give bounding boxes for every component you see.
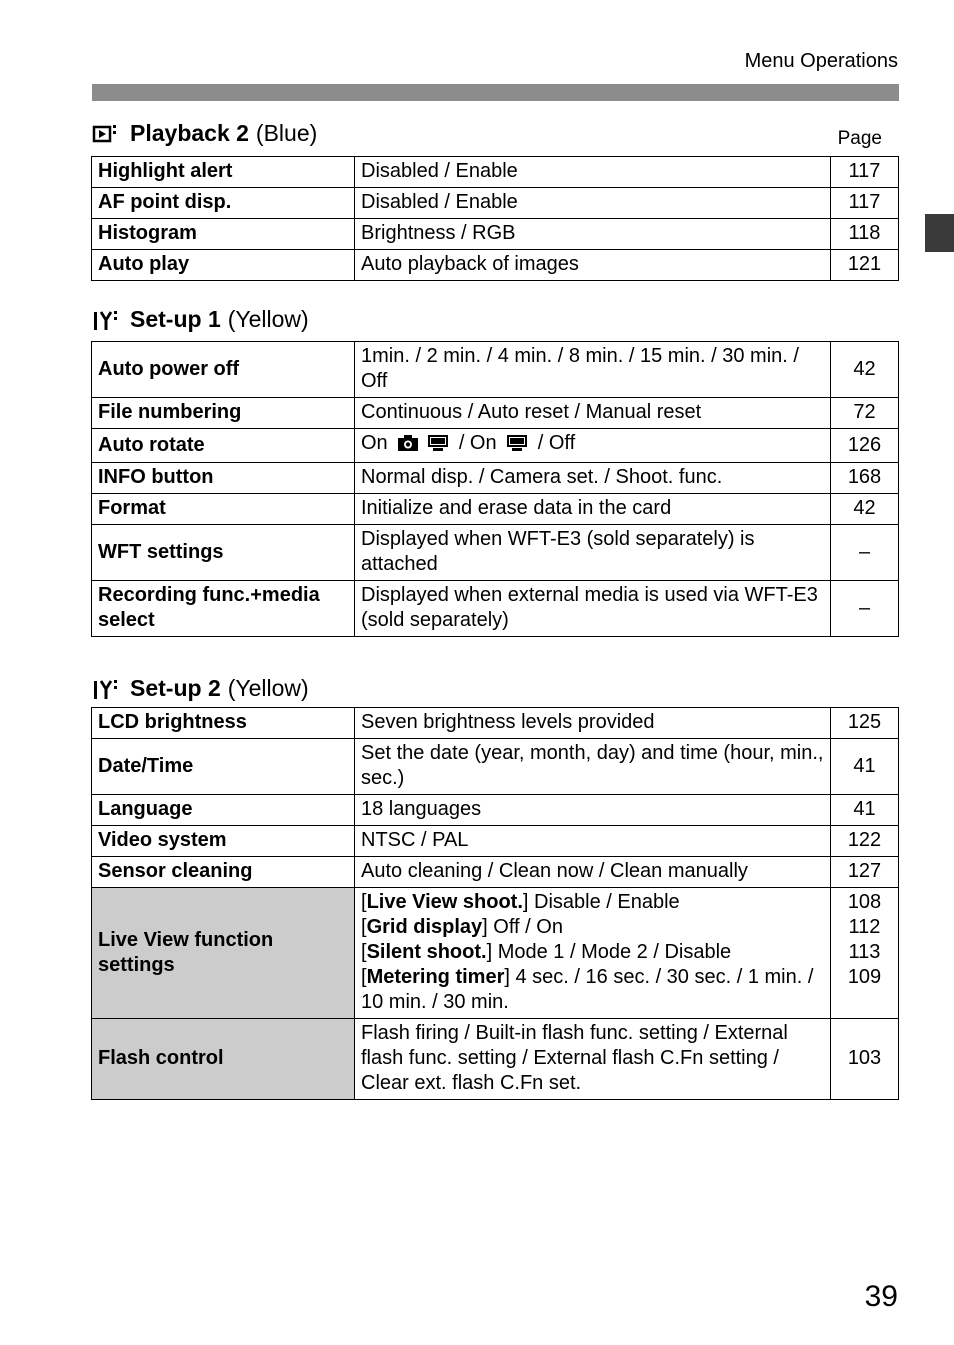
chapter-tab bbox=[925, 214, 954, 252]
item-page: 103 bbox=[831, 1019, 899, 1100]
item-desc: Auto playback of images bbox=[355, 250, 831, 281]
page-column-label: Page bbox=[837, 128, 882, 149]
item-page: 122 bbox=[831, 826, 899, 857]
item-desc: Auto cleaning / Clean now / Clean manually bbox=[355, 857, 831, 888]
item-desc: Seven brightness levels provided bbox=[355, 708, 831, 739]
setup1-table bbox=[91, 341, 899, 637]
camera-icon bbox=[397, 434, 419, 459]
playback2-table bbox=[91, 156, 899, 281]
sub-item-key: Live View shoot. bbox=[366, 891, 523, 913]
item-page: 41 bbox=[831, 795, 899, 826]
item-desc: 18 languages bbox=[355, 795, 831, 826]
item-name: Histogram bbox=[92, 219, 355, 250]
section-name: Playback 2 bbox=[130, 120, 249, 146]
section-name: Set-up 1 bbox=[130, 306, 221, 332]
table-row bbox=[92, 1019, 899, 1100]
table-row bbox=[92, 888, 899, 1019]
item-page: 126 bbox=[831, 429, 899, 463]
table-row bbox=[92, 398, 899, 429]
table-row bbox=[92, 857, 899, 888]
item-page: 42 bbox=[831, 342, 899, 398]
sub-item-page: 113 bbox=[848, 941, 881, 963]
item-desc: Normal disp. / Camera set. / Shoot. func. bbox=[355, 463, 831, 494]
item-page: 121 bbox=[831, 250, 899, 281]
item-page: – bbox=[831, 525, 899, 581]
item-page: 168 bbox=[831, 463, 899, 494]
item-name: LCD brightness bbox=[92, 708, 355, 739]
item-page: – bbox=[831, 581, 899, 637]
item-name: Sensor cleaning bbox=[92, 857, 355, 888]
table-row bbox=[92, 157, 899, 188]
sub-item: [Live View shoot.] Disable / Enable bbox=[361, 891, 680, 913]
auto-rotate-sep1: / On bbox=[458, 432, 497, 454]
sub-item-page: 109 bbox=[847, 966, 882, 988]
table-row bbox=[92, 826, 899, 857]
item-name: File numbering bbox=[92, 398, 355, 429]
item-desc: NTSC / PAL bbox=[355, 826, 831, 857]
item-desc: Disabled / Enable bbox=[355, 188, 831, 219]
setup-wrench-icon bbox=[92, 308, 120, 332]
item-name: Recording func.+media select bbox=[92, 581, 355, 637]
item-name: Date/Time bbox=[92, 739, 355, 795]
item-page: 117 bbox=[831, 157, 899, 188]
sub-item-key: Metering timer bbox=[366, 966, 505, 988]
item-desc bbox=[355, 888, 831, 1019]
sub-item-key: Grid display bbox=[366, 916, 483, 938]
running-header: Menu Operations bbox=[744, 50, 898, 72]
table-row bbox=[92, 463, 899, 494]
sub-item-key: Silent shoot. bbox=[366, 941, 487, 963]
item-desc: Continuous / Auto reset / Manual reset bbox=[355, 398, 831, 429]
table-row bbox=[92, 219, 899, 250]
monitor-icon bbox=[427, 434, 449, 459]
sub-item-page: 108 bbox=[847, 891, 882, 913]
item-name: Auto rotate bbox=[92, 429, 355, 463]
section-title-setup2 bbox=[92, 675, 309, 702]
setup2-table bbox=[91, 707, 899, 1100]
sub-item: [Grid display] Off / On bbox=[361, 916, 563, 938]
monitor-icon bbox=[506, 434, 528, 459]
item-desc: 1min. / 2 min. / 4 min. / 8 min. / 15 min. / 30 min. / Off bbox=[355, 342, 831, 398]
table-row bbox=[92, 708, 899, 739]
item-desc: Disabled / Enable bbox=[355, 157, 831, 188]
page-number: 39 bbox=[864, 1280, 898, 1313]
item-page: 118 bbox=[831, 219, 899, 250]
item-name: Highlight alert bbox=[92, 157, 355, 188]
header-bar bbox=[92, 84, 899, 101]
table-row bbox=[92, 581, 899, 637]
sub-item-value: Mode 1 / Mode 2 / Disable bbox=[497, 941, 732, 963]
section-color: (Yellow) bbox=[227, 675, 309, 701]
auto-rotate-on: On bbox=[361, 432, 388, 454]
section-name: Set-up 2 bbox=[130, 675, 221, 701]
item-name: INFO button bbox=[92, 463, 355, 494]
sub-item-page: 112 bbox=[848, 916, 881, 938]
auto-rotate-sep2: / Off bbox=[537, 432, 576, 454]
item-name: Auto play bbox=[92, 250, 355, 281]
item-name: Video system bbox=[92, 826, 355, 857]
item-name: WFT settings bbox=[92, 525, 355, 581]
item-page bbox=[831, 888, 899, 1019]
item-page: 127 bbox=[831, 857, 899, 888]
table-row bbox=[92, 739, 899, 795]
table-row bbox=[92, 429, 899, 463]
item-page: 125 bbox=[831, 708, 899, 739]
section-color: (Yellow) bbox=[227, 306, 309, 332]
section-title-setup1 bbox=[92, 306, 309, 333]
item-desc: Displayed when external media is used via WFT-E3 (sold separately) bbox=[355, 581, 831, 637]
table-row bbox=[92, 525, 899, 581]
item-name: Live View function settings bbox=[92, 888, 355, 1019]
table-row bbox=[92, 250, 899, 281]
sub-item-value: 4 sec. / 16 sec. / 30 sec. / 1 min. / 10 min. / 30 min. bbox=[361, 966, 814, 1013]
sub-item: [Metering timer] 4 sec. / 16 sec. / 30 sec. / 1 min. / 10 min. / 30 min. bbox=[361, 966, 814, 1013]
table-row bbox=[92, 188, 899, 219]
item-desc: Initialize and erase data in the card bbox=[355, 494, 831, 525]
section-color: (Blue) bbox=[255, 120, 318, 146]
item-desc: Set the date (year, month, day) and time (hour, min., sec.) bbox=[355, 739, 831, 795]
item-desc bbox=[355, 429, 831, 463]
sub-item-value: Disable / Enable bbox=[534, 891, 680, 913]
playback-icon bbox=[92, 122, 120, 146]
sub-item-value: Off / On bbox=[493, 916, 563, 938]
item-page: 41 bbox=[831, 739, 899, 795]
item-page: 117 bbox=[831, 188, 899, 219]
setup-wrench-icon bbox=[92, 677, 120, 701]
item-name: Language bbox=[92, 795, 355, 826]
table-row bbox=[92, 342, 899, 398]
item-page: 42 bbox=[831, 494, 899, 525]
item-page: 72 bbox=[831, 398, 899, 429]
table-row bbox=[92, 494, 899, 525]
table-row bbox=[92, 795, 899, 826]
item-name: Format bbox=[92, 494, 355, 525]
item-name: Flash control bbox=[92, 1019, 355, 1100]
sub-item: [Silent shoot.] Mode 1 / Mode 2 / Disable bbox=[361, 941, 732, 963]
item-name: Auto power off bbox=[92, 342, 355, 398]
item-desc: Flash firing / Built-in flash func. setting / External flash func. setting / External flash C.Fn setting / Clear ext. flash C.Fn set. bbox=[355, 1019, 831, 1100]
item-desc: Brightness / RGB bbox=[355, 219, 831, 250]
section-title-playback2 bbox=[92, 120, 317, 147]
item-desc: Displayed when WFT-E3 (sold separately) is attached bbox=[355, 525, 831, 581]
item-name: AF point disp. bbox=[92, 188, 355, 219]
